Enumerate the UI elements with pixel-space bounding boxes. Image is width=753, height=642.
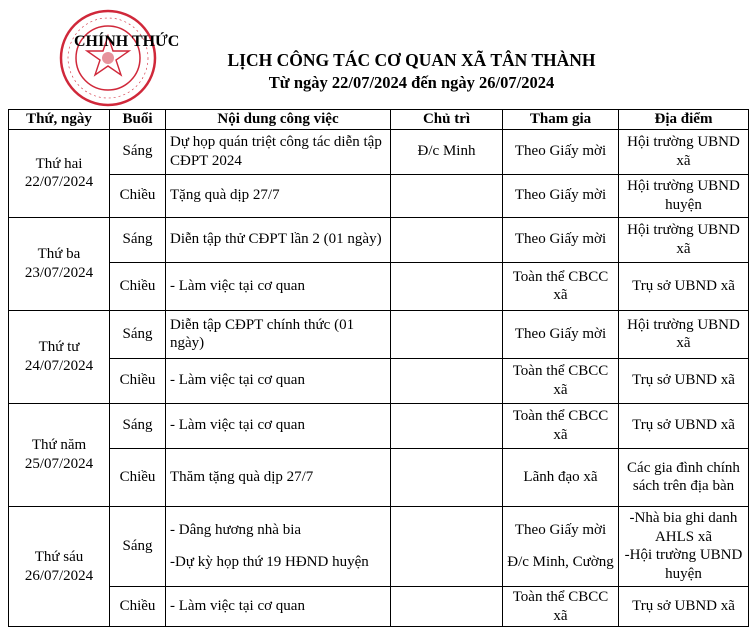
- session-cell-line: Sáng: [122, 231, 153, 248]
- day-cell-line: Thứ tư: [38, 339, 80, 355]
- location-cell-line: Trụ sở UBND xã: [632, 277, 735, 294]
- content-cell: [166, 403, 391, 448]
- content-cell-line: - Làm việc tại cơ quan: [170, 277, 305, 294]
- header-participants: Tham gia: [503, 110, 619, 130]
- content-cell-line: - Làm việc tại cơ quan: [170, 372, 305, 389]
- location-cell-line: -Nhà bia ghi danh AHLS xã: [629, 509, 738, 545]
- content-cell: [166, 448, 391, 506]
- content-cell-line: Dự họp quán triệt công tác diễn tập CĐPT 2024: [170, 134, 382, 169]
- content-cell: [166, 310, 391, 358]
- participants-cell-line: Theo Giấy mời: [514, 143, 607, 160]
- session-cell: [110, 129, 166, 174]
- chair-cell: [391, 506, 503, 586]
- session-cell: [110, 586, 166, 627]
- location-cell-line: Trụ sở UBND xã: [632, 598, 735, 615]
- location-cell: [619, 129, 749, 174]
- chair-cell: [391, 448, 503, 506]
- session-cell-line: Chiều: [119, 598, 156, 615]
- location-cell-line: Các gia đình chính sách trên địa bàn: [627, 459, 740, 495]
- location-cell: [619, 586, 749, 627]
- day-cell-line: Thứ sáu: [34, 548, 84, 565]
- session-cell-line: Sáng: [122, 537, 153, 554]
- location-cell: [619, 403, 749, 448]
- content-cell: [166, 358, 391, 403]
- table-row: [9, 586, 749, 627]
- location-cell: [619, 217, 749, 262]
- chair-cell: [391, 586, 503, 627]
- chair-cell-line: Đ/c Minh: [417, 143, 476, 160]
- participants-cell-line: Theo Giấy mời: [514, 187, 607, 204]
- location-cell: [619, 262, 749, 310]
- schedule-table: [8, 109, 749, 627]
- day-cell: [9, 506, 110, 627]
- table-row: [9, 358, 749, 403]
- schedule-date-range: Từ ngày 22/07/2024 đến ngày 26/07/2024: [268, 73, 555, 92]
- table-row: [9, 310, 749, 358]
- participants-cell: [503, 358, 619, 403]
- participants-cell-line: Đ/c Minh, Cường: [507, 554, 614, 571]
- chair-cell: [391, 310, 503, 358]
- session-cell-line: Chiều: [119, 372, 156, 389]
- session-cell-line: Sáng: [122, 325, 153, 342]
- session-cell: [110, 262, 166, 310]
- header-content: Nội dung công việc: [166, 110, 391, 130]
- participants-cell: [503, 310, 619, 358]
- schedule-title: LỊCH CÔNG TÁC CƠ QUAN XÃ TÂN THÀNH: [227, 50, 596, 70]
- day-cell-line: 25/07/2024: [24, 455, 94, 472]
- content-cell-line: Tặng quà dịp 27/7: [170, 187, 280, 204]
- table-row: [9, 129, 749, 174]
- content-cell-line: -Dự kỳ họp thứ 19 HĐND huyện: [170, 554, 369, 571]
- location-cell-line: Hội trường UBND huyện: [627, 178, 740, 213]
- location-cell: [619, 506, 749, 586]
- participants-cell: [503, 403, 619, 448]
- content-cell: [166, 174, 391, 217]
- chair-cell: [391, 129, 503, 174]
- day-cell-line: 22/07/2024: [24, 174, 94, 191]
- participants-cell: [503, 506, 619, 586]
- location-cell-line: Hội trường UBND xã: [627, 134, 740, 169]
- session-cell: [110, 217, 166, 262]
- content-cell: [166, 129, 391, 174]
- location-cell-line: Trụ sở UBND xã: [632, 417, 735, 434]
- participants-cell-line: Lãnh đạo xã: [523, 468, 598, 485]
- content-cell: [166, 217, 391, 262]
- participants-cell: [503, 174, 619, 217]
- day-cell-line: 24/07/2024: [24, 357, 94, 374]
- participants-cell: [503, 586, 619, 627]
- header-day: Thứ, ngày: [9, 110, 110, 130]
- participants-cell: [503, 262, 619, 310]
- header-chair: Chủ trì: [391, 110, 503, 130]
- content-cell-line: - Làm việc tại cơ quan: [170, 417, 305, 434]
- location-cell: [619, 448, 749, 506]
- participants-cell-line: Theo Giấy mời: [514, 231, 607, 248]
- location-cell-line: Hội trường UBND xã: [627, 316, 740, 352]
- schedule-body: [9, 129, 749, 627]
- content-cell-line: Thăm tặng quà dịp 27/7: [170, 468, 314, 485]
- participants-cell: [503, 217, 619, 262]
- content-cell-line: Diễn tập CĐPT chính thức (01 ngày): [170, 316, 355, 352]
- content-cell-line: - Dâng hương nhà bia: [170, 521, 302, 538]
- participants-cell-line: Toàn thể CBCC xã: [512, 408, 609, 443]
- session-cell: [110, 448, 166, 506]
- table-row: [9, 217, 749, 262]
- official-stamp-text: CHÍNH THỨC: [74, 33, 180, 50]
- header-session: Buổi: [110, 110, 166, 130]
- content-cell-line: Diễn tập thử CĐPT lần 2 (01 ngày): [170, 231, 382, 248]
- table-row: [9, 448, 749, 506]
- location-cell: [619, 174, 749, 217]
- location-cell-line: Hội trường UBND xã: [627, 222, 740, 257]
- day-cell-line: 26/07/2024: [24, 567, 94, 584]
- session-cell: [110, 403, 166, 448]
- location-cell: [619, 358, 749, 403]
- day-cell: [9, 403, 110, 506]
- session-cell-line: Sáng: [122, 417, 153, 434]
- table-header-row: [9, 110, 749, 130]
- chair-cell: [391, 174, 503, 217]
- day-cell-line: 23/07/2024: [24, 264, 94, 281]
- chair-cell: [391, 358, 503, 403]
- table-row: [9, 262, 749, 310]
- day-cell-line: Thứ năm: [31, 437, 87, 453]
- session-cell-line: Sáng: [122, 143, 153, 160]
- location-cell: [619, 310, 749, 358]
- session-cell-line: Chiều: [119, 277, 156, 294]
- day-cell: [9, 129, 110, 217]
- participants-cell-line: Theo Giấy mời: [514, 521, 607, 538]
- day-cell: [9, 217, 110, 310]
- session-cell-line: Chiều: [119, 468, 156, 485]
- session-cell-line: Chiều: [119, 187, 156, 204]
- table-row: [9, 506, 749, 586]
- table-row: [9, 403, 749, 448]
- session-cell: [110, 358, 166, 403]
- participants-cell-line: Toàn thể CBCC xã: [512, 268, 609, 304]
- session-cell: [110, 174, 166, 217]
- participants-cell: [503, 129, 619, 174]
- participants-cell: [503, 448, 619, 506]
- day-cell-line: Thứ hai: [35, 155, 83, 172]
- chair-cell: [391, 403, 503, 448]
- participants-cell-line: Toàn thể CBCC xã: [512, 363, 609, 398]
- day-cell: [9, 310, 110, 403]
- header-location: Địa điểm: [619, 110, 749, 130]
- chair-cell: [391, 262, 503, 310]
- content-cell-line: - Làm việc tại cơ quan: [170, 598, 305, 615]
- participants-cell-line: Theo Giấy mời: [514, 325, 607, 342]
- chair-cell: [391, 217, 503, 262]
- content-cell: [166, 262, 391, 310]
- participants-cell-line: Toàn thể CBCC xã: [512, 588, 609, 624]
- session-cell: [110, 506, 166, 586]
- content-cell: [166, 586, 391, 627]
- location-cell-line: -Hội trường UBND huyện: [624, 547, 743, 582]
- day-cell-line: Thứ ba: [37, 246, 81, 262]
- content-cell: [166, 506, 391, 586]
- table-row: [9, 174, 749, 217]
- session-cell: [110, 310, 166, 358]
- location-cell-line: Trụ sở UBND xã: [632, 372, 735, 389]
